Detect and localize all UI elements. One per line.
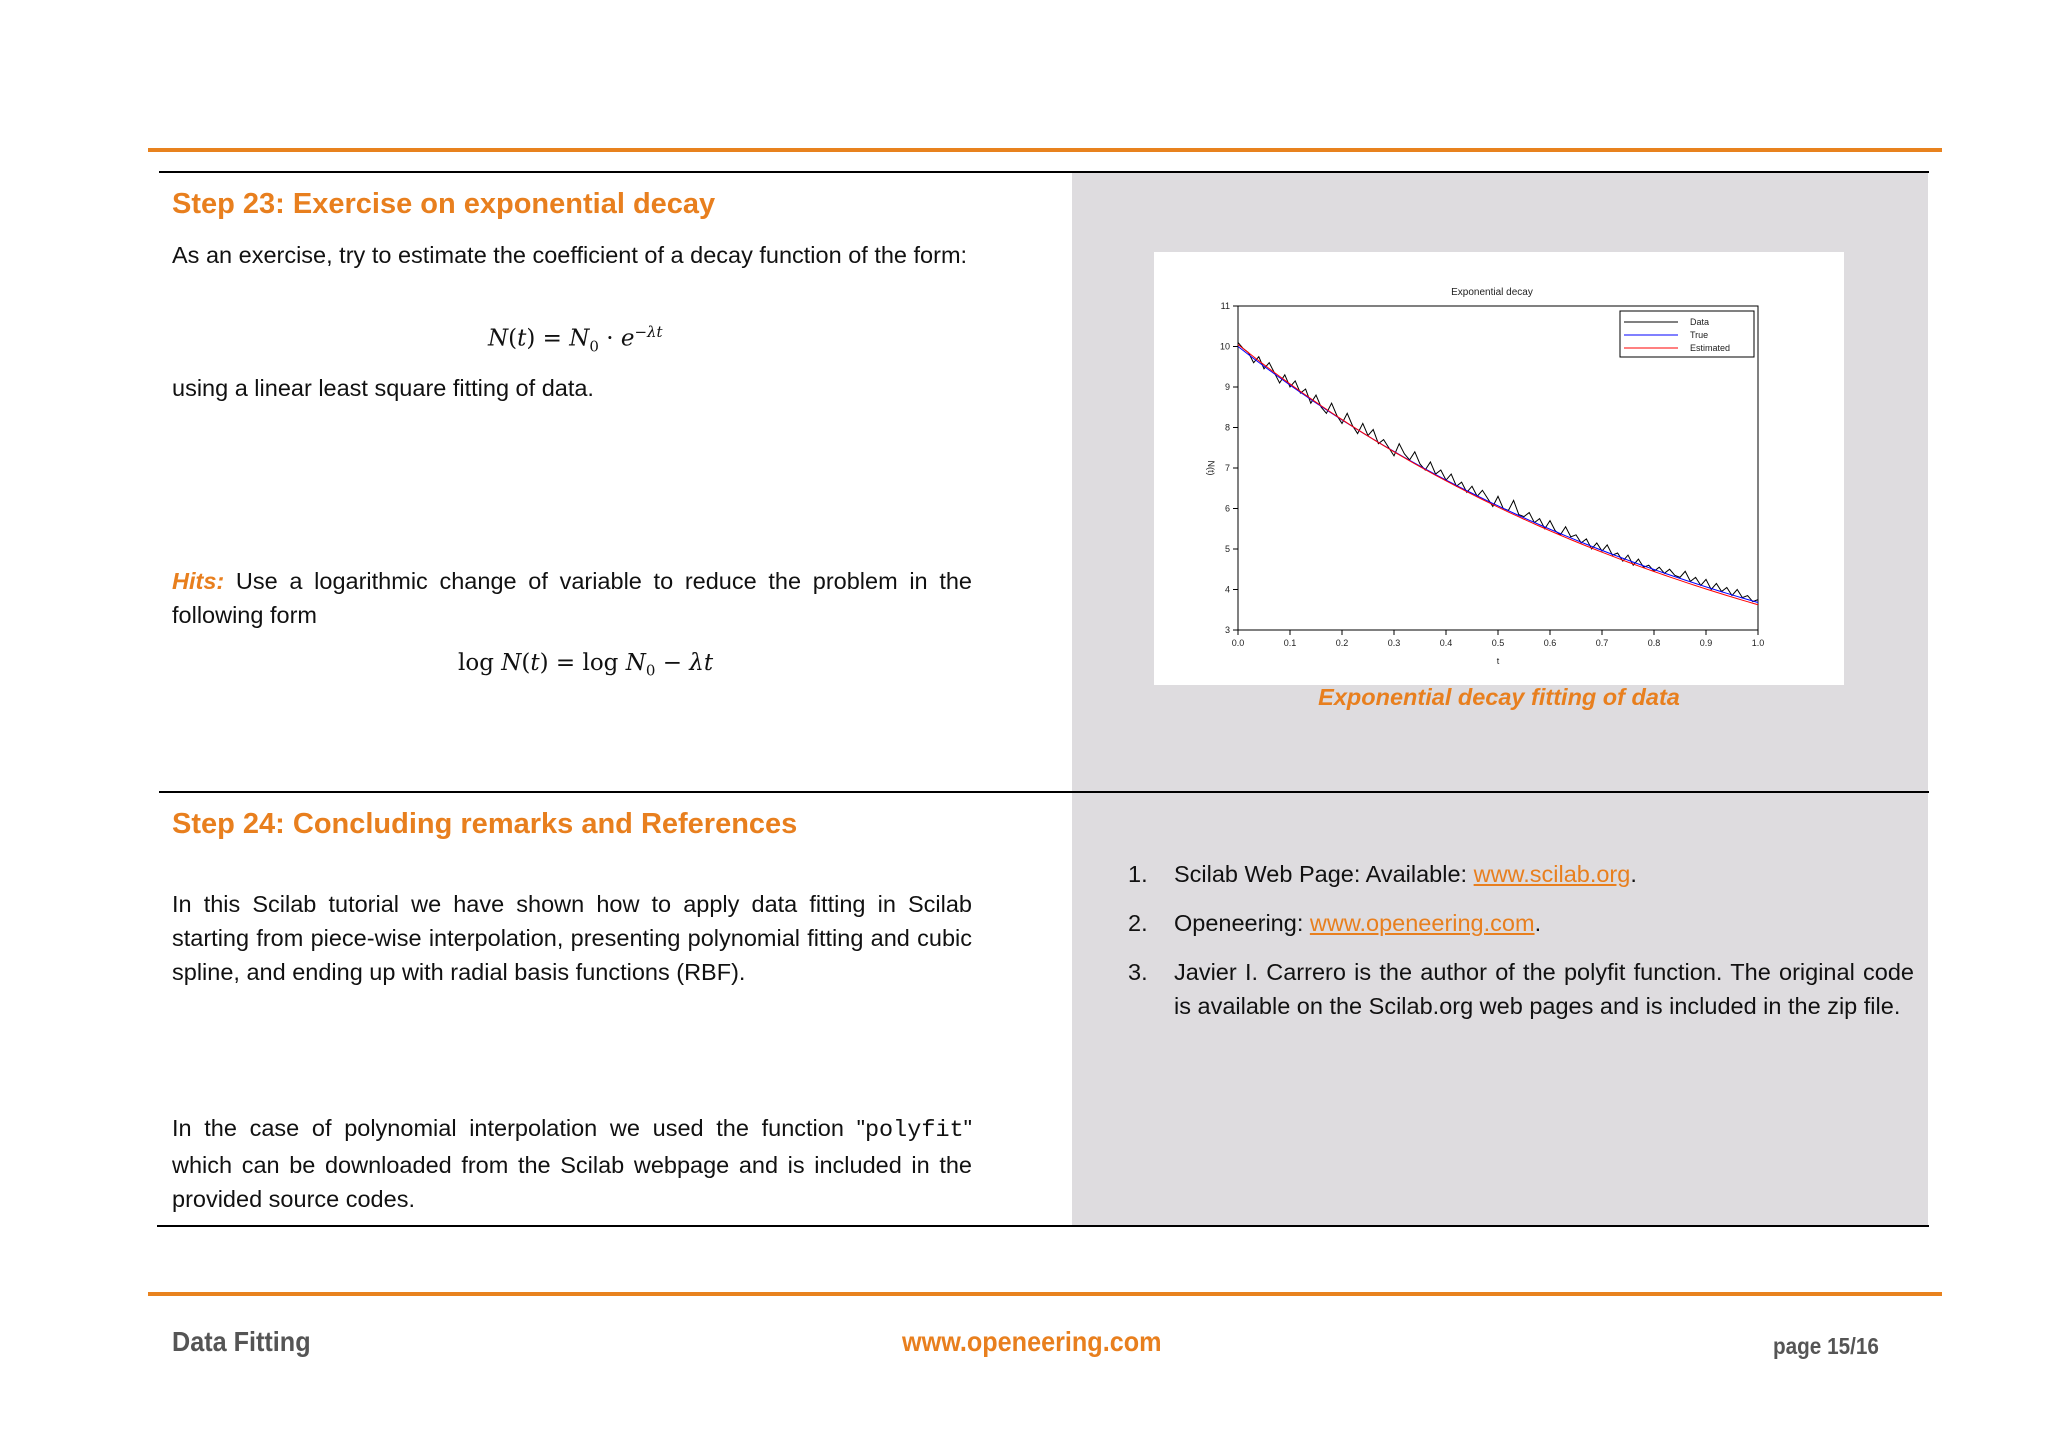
reference-text: Scilab Web Page: Available: [1174,861,1474,887]
hint-label: Hits: [172,568,225,594]
hint-text: Use a logarithmic change of variable to reduce the problem in the following form [172,568,972,628]
series-data-line [1238,342,1758,601]
exponential-decay-chart [1154,252,1844,685]
step23-hint [172,564,972,632]
series-estimated-line [1238,344,1758,604]
step23-intro: As an exercise, try to estimate the coefficient of a decay function of the form: [172,242,968,268]
reference-number: 3. [1128,959,1148,985]
legend-label: True [1690,330,1709,340]
decay-formula: $N(t) = N_0 \cdot e^{-\lambda t}$ [488,323,663,356]
footer-website[interactable]: www.openeering.com [902,1326,1162,1357]
x-tick-label: 0.6 [1543,638,1557,648]
y-tick-label: 11 [1220,301,1230,311]
step23-top-rule [159,171,1929,173]
y-tick-label: 5 [1224,544,1230,554]
figure-caption: Exponential decay fitting of data [1318,684,1680,710]
x-tick-label: 0.0 [1231,638,1245,648]
legend-label: Estimated [1690,343,1731,353]
step24-bottom-rule [157,1225,1929,1227]
x-tick-label: 0.5 [1491,638,1505,648]
x-tick-label: 1.0 [1751,638,1765,648]
footer-document-title: Data Fitting [172,1326,311,1357]
chart-title: Exponential decay [1451,287,1533,298]
exponential-decay-figure [1154,252,1844,685]
reference-list [1128,857,1914,1038]
reference-item [1128,857,1914,891]
step23-after-formula: using a linear least square fitting of data. [172,375,594,401]
reference-text: Javier I. Carrero is the author of the polyfit function. The original code is available on the Scilab.org web pages and is included in the zip file. [1174,959,1914,1019]
x-tick-label: 0.9 [1699,638,1713,648]
x-tick-label: 0.2 [1335,638,1349,648]
y-tick-label: 9 [1224,382,1230,392]
chart-legend [1620,311,1754,357]
header-rule [148,148,1942,152]
reference-text: Openeering: [1174,910,1310,936]
footer-page-number: page 15/16 [1773,1333,1879,1359]
step24-title: Step 24: Concluding remarks and References [172,808,798,840]
y-tick-label: 10 [1219,341,1230,352]
log-formula: $\log N(t) = \log N_0 - \lambda t$ [458,650,714,680]
reference-suffix: . [1534,910,1542,936]
openeering-link[interactable]: www.openeering.com [1309,910,1535,936]
series-true-line [1238,347,1758,603]
y-tick-label: 3 [1224,625,1230,635]
para2-before: In the case of polynomial interpolation we used the function " [172,1115,865,1141]
x-tick-label: 0.8 [1647,638,1661,648]
polyfit-code: polyfit [864,1117,964,1144]
step24-paragraph-2 [172,1111,972,1216]
reference-number: 1. [1128,861,1148,887]
chart-ylabel: N(t) [1206,460,1216,476]
reference-item [1128,906,1914,940]
y-tick-label: 6 [1224,503,1230,514]
y-tick-label: 7 [1224,463,1230,473]
section-divider-rule [159,791,1929,793]
reference-item [1128,955,1914,1023]
y-tick-label: 8 [1224,422,1230,433]
x-tick-label: 0.7 [1595,638,1609,648]
step24-paragraph-1: In this Scilab tutorial we have shown how to apply data fitting in Scilab starting from piece-wise interpolation, presenting polynomial fitting and cubic spline, and ending up with radial basis functions (RBF). [172,891,972,985]
x-tick-label: 0.1 [1283,638,1297,648]
y-tick-label: 4 [1224,584,1230,595]
x-tick-label: 0.3 [1387,638,1401,648]
step23-title: Step 23: Exercise on exponential decay [172,188,716,220]
reference-suffix: . [1630,861,1637,887]
chart-xlabel: t [1496,656,1500,666]
x-tick-label: 0.4 [1439,638,1453,648]
para2-after: " which can be downloaded from the Scilab webpage and is included in the provided source codes. [172,1115,972,1212]
legend-label: Data [1690,317,1710,327]
footer-rule [148,1292,1942,1296]
reference-number: 2. [1128,910,1148,936]
scilab-link[interactable]: www.scilab.org [1473,861,1631,887]
